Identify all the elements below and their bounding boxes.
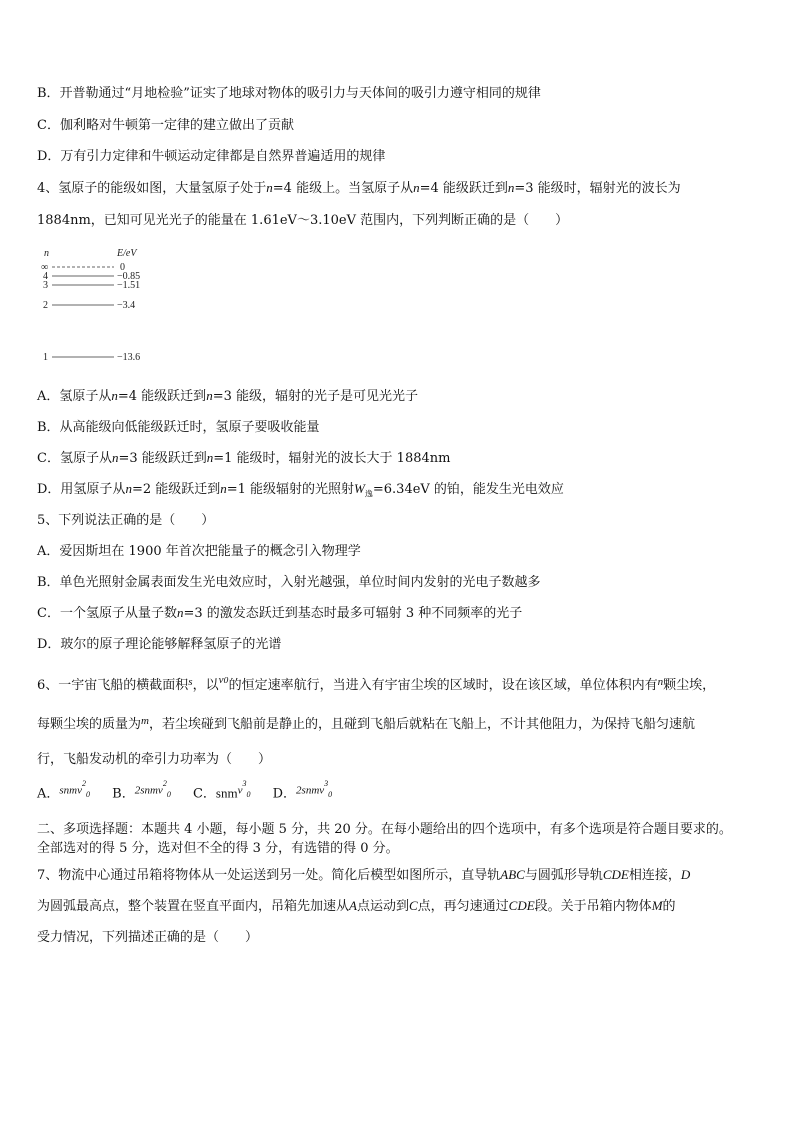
q6-stem-line3: 行，飞船发动机的牵引力功率为（ ）: [37, 752, 272, 767]
q3-option-c: C．伽利略对牛顿第一定律的建立做出了贡献: [37, 118, 294, 133]
level-energy-1: −13.6: [117, 352, 141, 363]
level-energy-3: −1.51: [117, 280, 141, 291]
q4-option-b: B．从高能级向低能级跃迁时，氢原子要吸收能量: [37, 420, 320, 435]
q5-option-c: C．一个氢原子从量子数n=3 的激发态跃迁到基态时最多可辐射 3 种不同频率的光子: [37, 605, 523, 621]
section2-instructions-line2: 全部选对的得 5 分，选对但不全的得 3 分，有选错的得 0 分。: [37, 841, 399, 856]
q5-option-b: B．单色光照射金属表面发生光电效应时，入射光越强，单位时间内发射的光电子数越多: [37, 575, 541, 590]
level-energy-infinity: 0: [120, 262, 125, 273]
q7-stem-line1: 7、物流中心通过吊箱将物体从一处运送到另一处。简化后模型如图所示，直导轨ABC与圆弧形导轨CDE相连接，D: [37, 867, 691, 883]
energy-level-diagram: [40, 245, 170, 370]
q4-option-c: C．氢原子从n=3 能级跃迁到n=1 能级时，辐射光的波长大于 1884nm: [37, 450, 451, 466]
q7-stem-line2: 为圆弧最高点，整个装置在竖直平面内，吊箱先加速从A点运动到C点，再匀速通过CDE段。关于吊箱内物体M的: [37, 898, 676, 914]
q4-option-d: D．用氢原子从n=2 能级跃迁到n=1 能级辐射的光照射$W_逸=6.34eV$ 的铂，能发生光电效应: [37, 481, 564, 499]
q4-option-a: A．氢原子从n=4 能级跃迁到n=3 能级，辐射的光子是可见光光子: [37, 388, 418, 404]
level-n-3: 3: [43, 280, 48, 291]
level-n-infinity: ∞: [41, 262, 49, 273]
q5-option-a: A．爱因斯坦在 1900 年首次把能量子的概念引入物理学: [37, 544, 361, 559]
diagram-header-n: n: [44, 248, 49, 259]
q6-option-c: C．snmv$^3_0$: [192, 779, 251, 802]
q5-option-d: D．玻尔的原子理论能够解释氢原子的光谱: [37, 637, 282, 652]
diagram-header-energy: E/eV: [117, 248, 137, 259]
q6-options: [37, 779, 350, 802]
q7-stem-line3: 受力情况，下列描述正确的是（ ）: [37, 930, 259, 945]
q6-option-b: B．2snmv$^2_0$: [112, 779, 171, 802]
q4-stem-line1: 4、氢原子的能级如图，大量氢原子处于n=4 能级上。当氢原子从n=4 能级跃迁到n=3 能级时，辐射光的波长为: [37, 180, 681, 196]
level-n-1: 1: [43, 352, 48, 363]
q5-stem: 5、下列说法正确的是（ ）: [37, 513, 215, 528]
level-n-4: 4: [43, 271, 48, 282]
section2-instructions-line1: 二、多项选择题：本题共 4 小题，每小题 5 分，共 20 分。在每小题给出的四个选项中，有多个选项是符合题目要求的。: [37, 822, 732, 837]
q4-stem-line2: 1884nm，已知可见光光子的能量在 1.61eV～3.10eV 范围内，下列判断正确的是（ ）: [37, 213, 569, 228]
q3-option-b: B．开普勒通过“月地检验”证实了地球对物体的吸引力与天体间的吸引力遵守相同的规律: [37, 86, 541, 101]
q6-option-d: D．2snmv$^3_0$: [272, 779, 333, 802]
q6-stem-line1: 6、一宇宙飞船的横截面积$^s$，以$^v_0$的恒定速率航行，当进入有宇宙尘埃的区域时，设在该区域，单位体积内有$^n$颗尘埃，: [37, 674, 716, 693]
q6-option-a: A．snmv$^2_0$: [37, 779, 90, 802]
q3-option-d: D．万有引力定律和牛顿运动定律都是自然界普遍适用的规律: [37, 149, 386, 164]
q6-stem-line2: 每颗尘埃的质量为$^m$，若尘埃碰到飞船前是静止的，且碰到飞船后就粘在飞船上，不计其他阻力，为保持飞船匀速航: [37, 715, 695, 732]
level-energy-2: −3.4: [117, 300, 136, 311]
level-n-2: 2: [43, 300, 48, 311]
level-energy-4: −0.85: [117, 271, 141, 282]
